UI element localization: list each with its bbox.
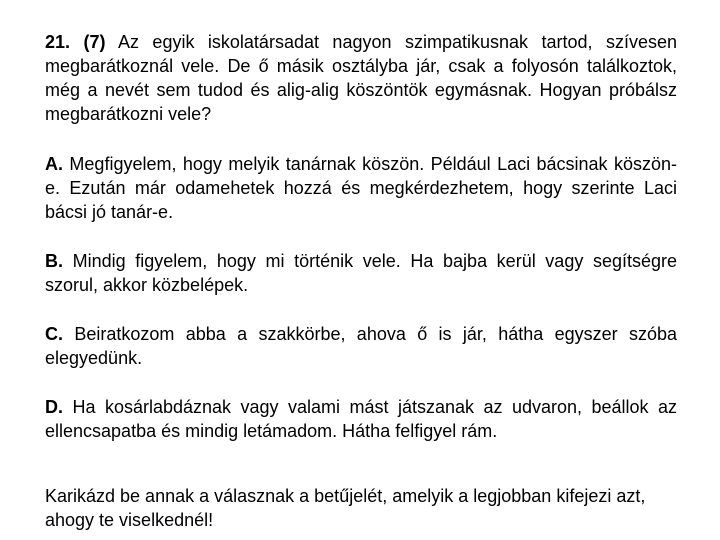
- question-21: [45, 30, 677, 126]
- answer-text: Mindig figyelem, hogy mi történik vele. Ha bajba kerül vagy segítségre szorul, akkor közbelépek.: [45, 251, 677, 295]
- answer-c[interactable]: [45, 322, 677, 370]
- answer-text: Megfigyelem, hogy melyik tanárnak köszön. Például Laci bácsinak köszön-e. Ezután már odamehetek hozzá és megkérdezhetem, hogy szerinte Laci bácsi jó tanár-e.: [45, 154, 677, 222]
- answer-a[interactable]: [45, 152, 677, 224]
- answer-letter[interactable]: C.: [45, 324, 63, 344]
- answer-b[interactable]: [45, 249, 677, 297]
- answer-text: Ha kosárlabdáznak vagy valami mást játszanak az udvaron, beállok az ellencsapatba és mindig letámadom. Hátha felfigyel rám.: [45, 397, 677, 441]
- worksheet-page: [45, 30, 677, 532]
- answer-letter[interactable]: B.: [45, 251, 63, 271]
- question-text: Az egyik iskolatársadat nagyon szimpatikusnak tartod, szívesen megbarátkoznál vele. De ő másik osztályba jár, csak a folyosón találkoztok, még a nevét sem tudod és alig-alig köszöntök egymásnak. Hogyan próbálsz megbarátkozni vele?: [45, 32, 677, 124]
- answer-letter[interactable]: D.: [45, 397, 63, 417]
- answer-letter[interactable]: A.: [45, 154, 63, 174]
- question-number: 21.: [45, 32, 71, 52]
- answer-text: Beiratkozom abba a szakkörbe, ahova ő is jár, hátha egyszer szóba elegyedünk.: [45, 324, 677, 368]
- question-points: (7): [83, 32, 106, 52]
- answer-d[interactable]: [45, 395, 677, 443]
- instruction-text: Karikázd be annak a válasznak a betűjelét, amelyik a legjobban kifejezi azt, ahogy te viselkednél!: [45, 486, 646, 530]
